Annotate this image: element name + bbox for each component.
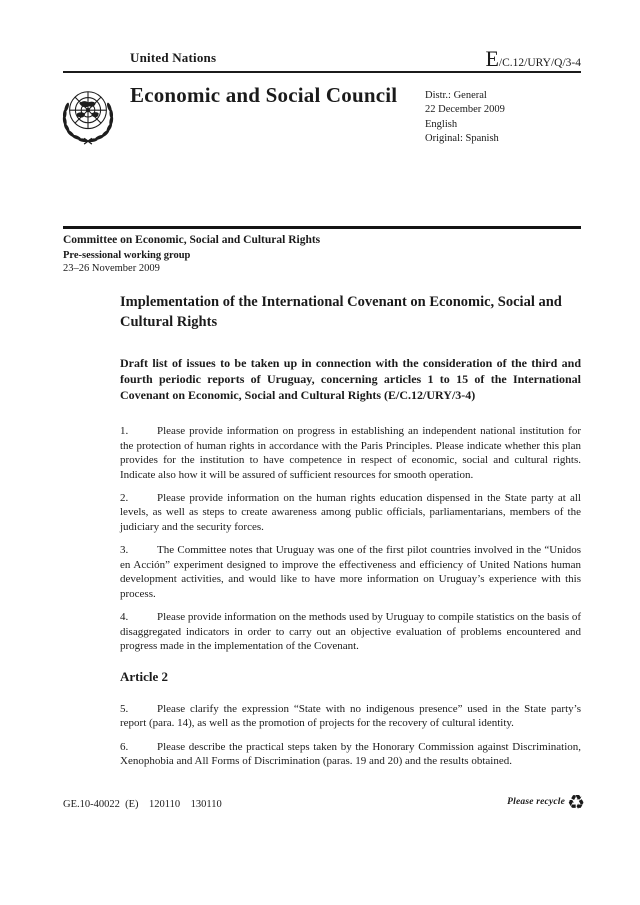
paragraph-number: 2. bbox=[120, 491, 129, 504]
paragraph-number: 6. bbox=[120, 740, 129, 753]
numbered-paragraph bbox=[120, 491, 581, 535]
numbered-paragraph bbox=[120, 702, 581, 731]
recycle-icon: ♻ bbox=[567, 790, 585, 814]
document-reference: GE.10-40022 (E) 120110 130110 bbox=[63, 799, 222, 810]
paragraph-number: 4. bbox=[120, 611, 129, 624]
numbered-paragraph bbox=[120, 740, 581, 769]
session-dates: 23–26 November 2009 bbox=[63, 263, 160, 274]
un-emblem-icon bbox=[57, 84, 119, 146]
paragraph-text: The Committee notes that Uruguay was one of the first pilot countries involved in the “Unidos en Acción” experiment designed to improve the effectiveness and efficiency of United Nations human development activities, and would like to have more information on Uruguay’s experience with this process. bbox=[120, 544, 581, 600]
paragraph-text: Please provide information on progress in establishing an independent national institution for the protection of human rights in accordance with the Paris Principles. Please indicate whether this plan provides for the institution to have competence in respect of economic, social and cultural rights. Indicate also how it will be assured of sufficient resources for smooth operation. bbox=[120, 425, 581, 481]
distribution-block bbox=[425, 89, 505, 147]
working-group-name: Pre-sessional working group bbox=[63, 249, 191, 261]
committee-block bbox=[63, 234, 320, 276]
committee-name: Committee on Economic, Social and Cultural Rights bbox=[63, 234, 321, 246]
paragraph-number: 3. bbox=[120, 544, 129, 557]
distr-date: 22 December 2009 bbox=[425, 104, 505, 116]
section-divider-line bbox=[63, 226, 581, 229]
recycle-notice bbox=[507, 792, 585, 812]
document-symbol bbox=[485, 46, 581, 72]
content-blocks bbox=[120, 424, 581, 769]
distr-original: Original: Spanish bbox=[425, 133, 499, 145]
distr-line: Distr.: General bbox=[425, 90, 487, 101]
document-symbol-rest: /C.12/URY/Q/3-4 bbox=[498, 57, 581, 69]
paragraph-text: Please provide information on the methods used by Uruguay to compile statistics on the basis of disaggregated indicators in order to carry out an objective evaluation of problems encountered and progress made in the implementation of the Covenant. bbox=[120, 611, 581, 653]
recycle-label: Please recycle bbox=[507, 797, 566, 807]
document-subtitle: Draft list of issues to be taken up in connection with the consideration of the third and fourth periodic reports of Uruguay, concerning articles 1 to 15 of the International Covenant on Economic, Social and Cultural Rights (E/C.12/URY/3-4) bbox=[120, 356, 581, 402]
page-title: Economic and Social Council bbox=[130, 83, 398, 107]
distr-language: English bbox=[425, 118, 458, 130]
numbered-paragraph bbox=[120, 424, 581, 482]
paragraph-number: 1. bbox=[120, 425, 129, 437]
article-heading: Article 2 bbox=[120, 668, 169, 684]
org-name: United Nations bbox=[130, 50, 217, 65]
paragraph-text: Please describe the practical steps taken by the Honorary Commission against Discrimination, Xenophobia and All Forms of Discrimination (paras. 19 and 20) and the results obtained. bbox=[120, 740, 581, 768]
numbered-paragraph bbox=[120, 610, 581, 654]
document-body bbox=[120, 292, 581, 777]
header-divider-line bbox=[63, 71, 581, 73]
document-title: Implementation of the International Covenant on Economic, Social and Cultural Rights bbox=[120, 294, 562, 330]
paragraph-number: 5. bbox=[120, 702, 129, 715]
paragraph-text: Please clarify the expression “State with no indigenous presence” used in the State party’s report (para. 14), as well as the promotion of projects for the recovery of cultural identity. bbox=[120, 702, 581, 730]
paragraph-text: Please provide information on the human rights education dispensed in the State party at all levels, as well as steps to create awareness among public officials, parliamentarians, members of the judiciary and the security forces. bbox=[120, 491, 581, 534]
numbered-paragraph bbox=[120, 543, 581, 601]
document-symbol-initial: E bbox=[485, 46, 499, 71]
